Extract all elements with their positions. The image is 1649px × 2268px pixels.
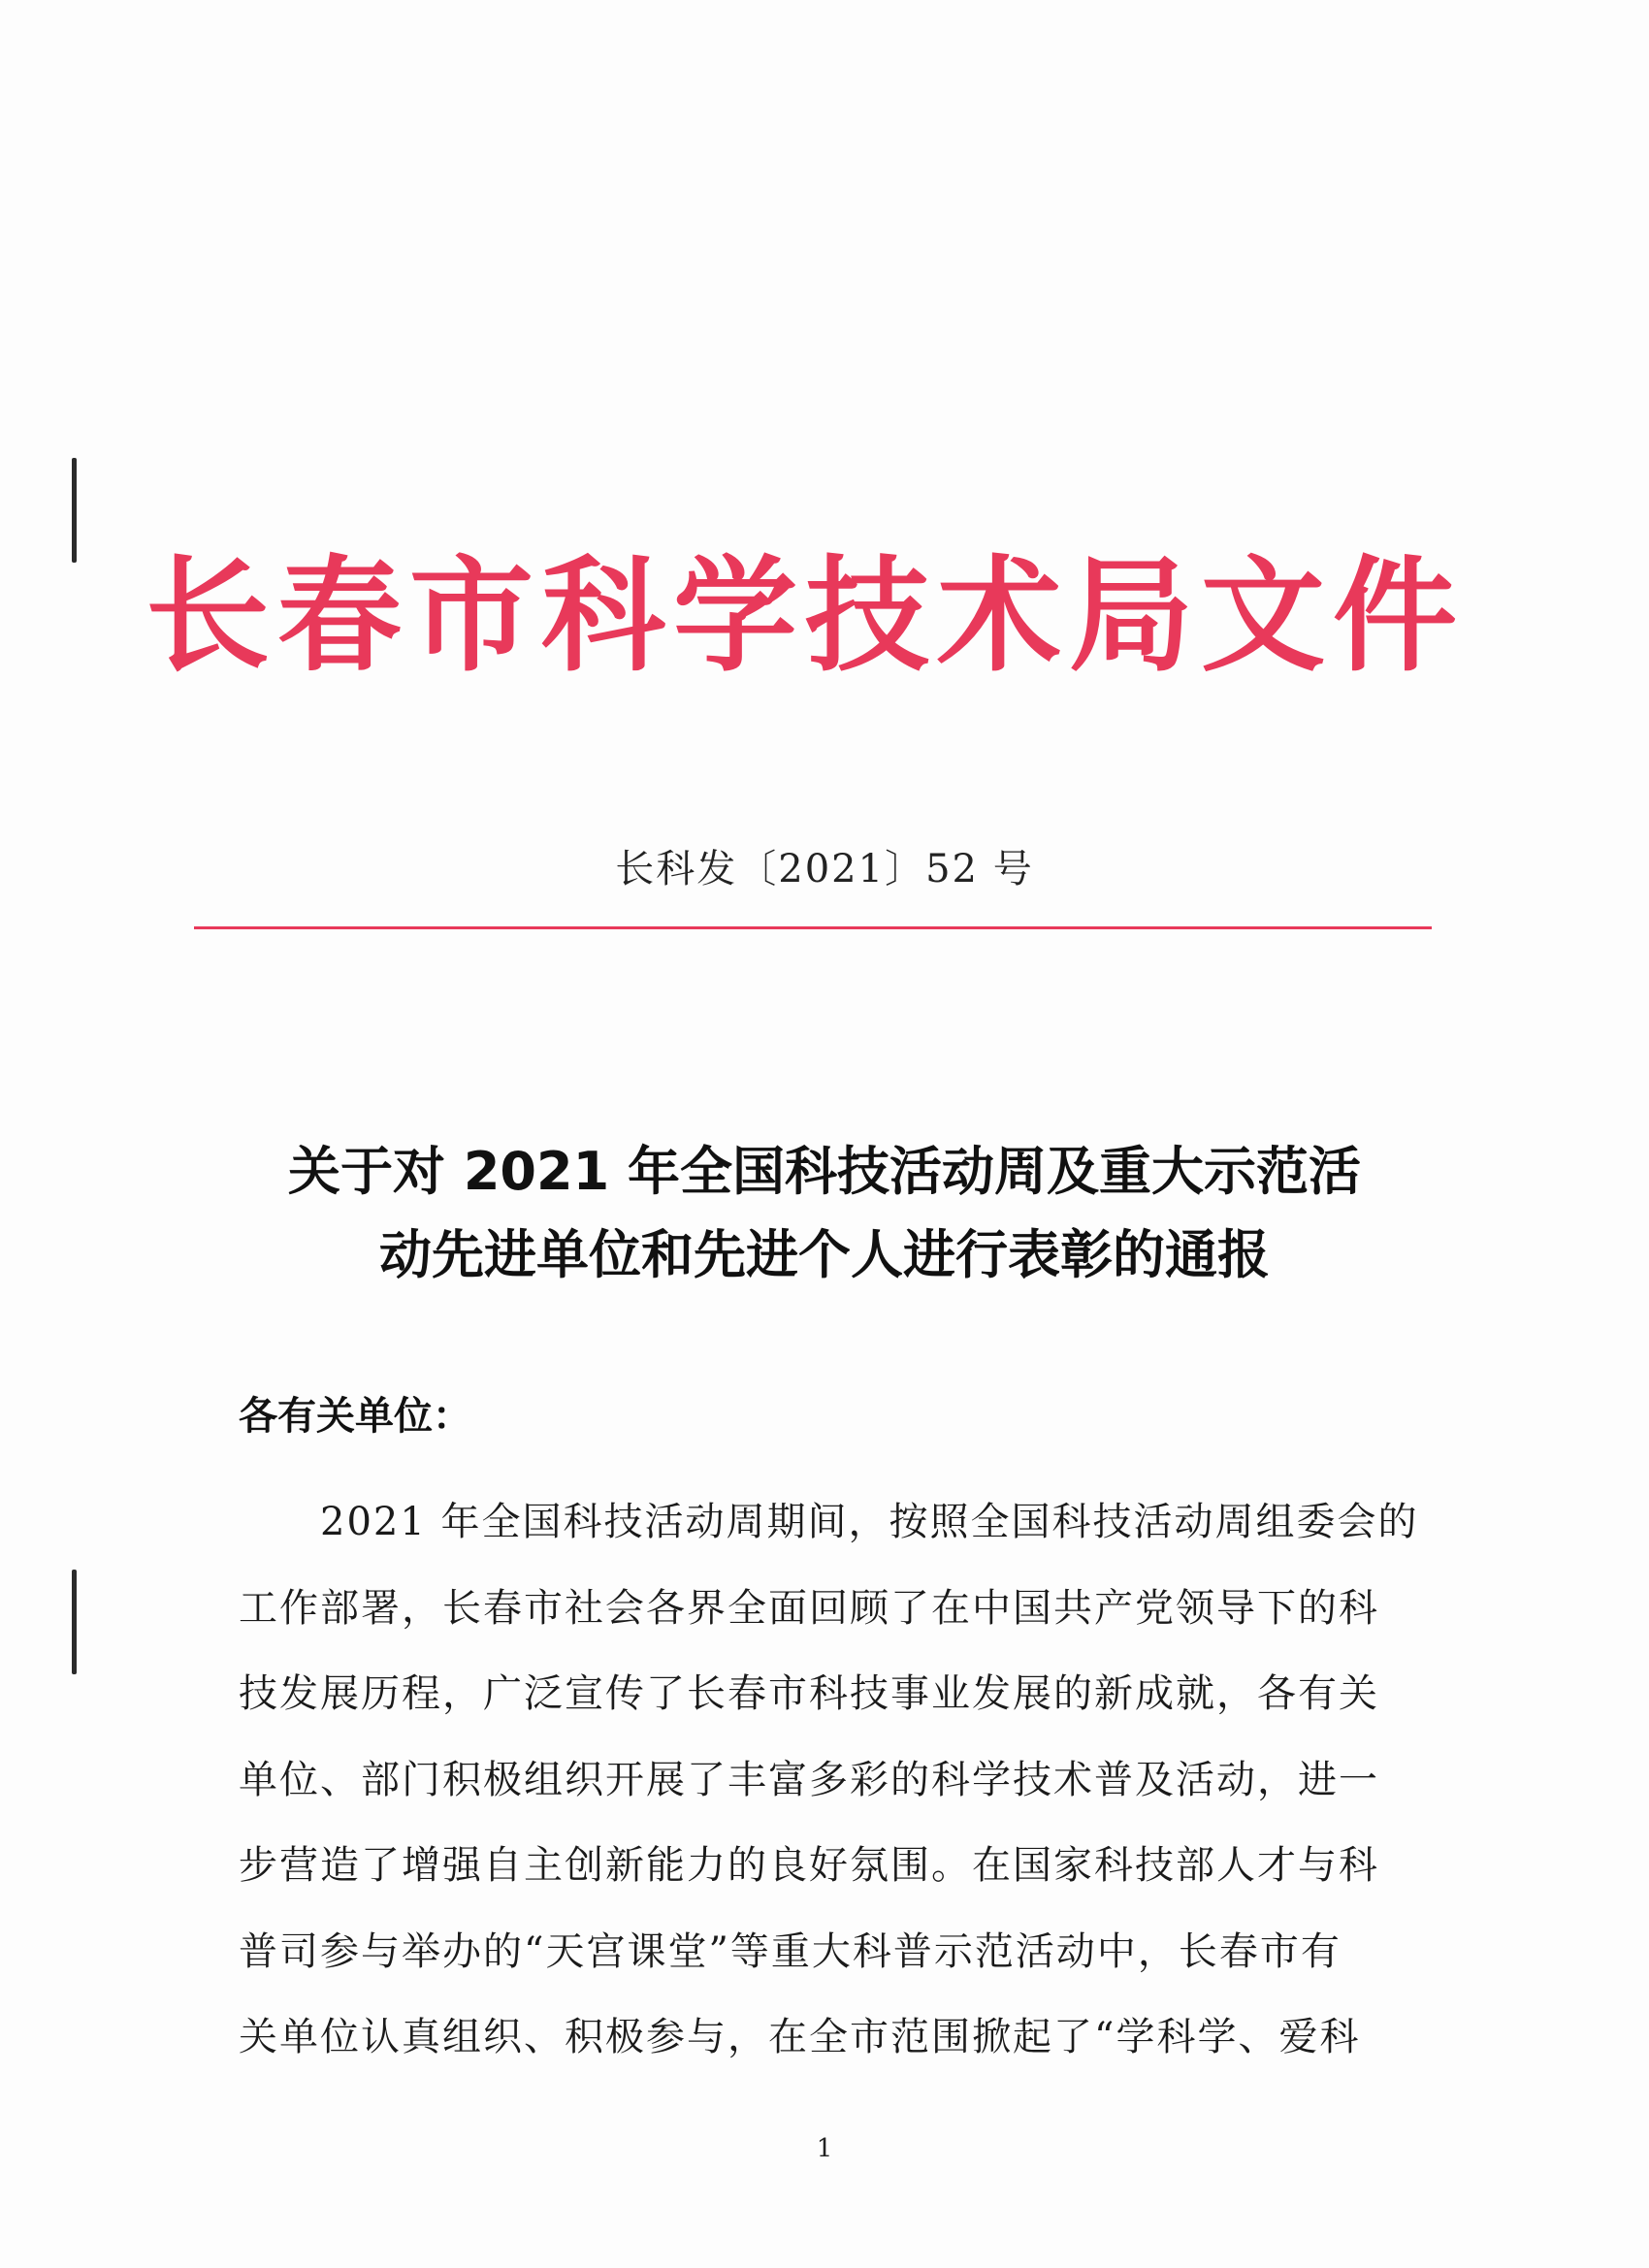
body-paragraph — [239, 1479, 1419, 2081]
notice-title-line: 关于对 2021 年全国科技活动周及重大示范活 — [288, 1141, 1361, 1202]
body-line: 步营造了增强自主创新能力的良好氛围。在国家科技部人才与科 — [239, 1843, 1379, 1888]
body-line: 普司参与举办的“天宫课堂”等重大科普示范活动中，长春市有 — [239, 1928, 1342, 1974]
binding-mark — [72, 1570, 77, 1674]
body-line: 关单位认真组织、积极参与，在全市范围掀起了“学科学、爱科 — [239, 2015, 1361, 2059]
body-line: 单位、部门积极组织开展了丰富多彩的科学技术普及活动，进一 — [239, 1757, 1379, 1802]
header-divider — [194, 926, 1432, 929]
notice-title-line: 动先进单位和先进个人进行表彰的通报 — [379, 1224, 1270, 1285]
page-number: 1 — [816, 2134, 833, 2163]
document-number: 长科发〔2021〕52 号 — [615, 847, 1034, 891]
org-title: 长春市科学技术局文件 — [146, 543, 1466, 689]
binding-mark — [72, 458, 77, 563]
body-line: 工作部署，长春市社会各界全面回顾了在中国共产党领导下的科 — [239, 1585, 1379, 1631]
notice-title — [194, 1130, 1455, 1297]
body-line: 2021 年全国科技活动周期间，按照全国科技活动周组委会的 — [239, 1500, 1419, 1544]
body-line: 技发展历程，广泛宣传了长春市科技事业发展的新成就，各有关 — [239, 1671, 1379, 1716]
salutation: 各有关单位： — [239, 1394, 471, 1439]
